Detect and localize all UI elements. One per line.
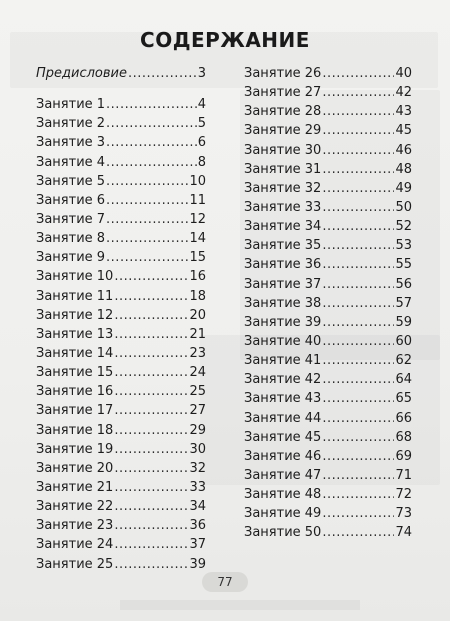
toc-entry <box>36 440 206 459</box>
toc-entry <box>244 102 412 121</box>
toc-entry-label: Занятие 39 <box>244 314 322 330</box>
toc-entry-label: Занятие 27 <box>244 85 322 101</box>
toc-entry <box>36 325 206 344</box>
toc-entry-label: Занятие 33 <box>244 199 322 215</box>
toc-entry <box>244 523 412 542</box>
dot-leader <box>114 325 188 344</box>
toc-entry <box>36 401 206 420</box>
dot-leader <box>106 114 197 133</box>
toc-entry <box>36 210 206 229</box>
toc-column-right <box>244 64 412 543</box>
bleed-through-footer <box>120 600 360 610</box>
toc-entry <box>36 267 206 286</box>
dot-leader <box>106 248 188 267</box>
toc-entry <box>244 370 412 389</box>
toc-entry <box>36 382 206 401</box>
toc-entry-page: 68 <box>395 429 412 445</box>
toc-entry-page: 21 <box>189 326 206 342</box>
dot-leader <box>322 332 394 351</box>
toc-entry-label: Занятие 20 <box>36 460 114 476</box>
toc-entry-page: 12 <box>189 211 206 227</box>
toc-entry-page: 72 <box>395 487 412 503</box>
toc-entry-label: Занятие 36 <box>244 257 322 273</box>
dot-leader <box>322 428 394 447</box>
toc-entry-page: 45 <box>395 123 412 139</box>
page-title: СОДЕРЖАНИЕ <box>140 28 310 52</box>
toc-entry-label: Занятие 6 <box>36 192 106 208</box>
toc-entry-label: Занятие 16 <box>36 384 114 400</box>
dot-leader <box>322 313 394 332</box>
dot-leader <box>322 523 394 542</box>
toc-entry-label: Занятие 11 <box>36 288 114 304</box>
toc-entry-page: 14 <box>189 231 206 247</box>
toc-entry-page: 48 <box>395 161 412 177</box>
toc-entry <box>36 555 206 574</box>
toc-entry-page: 66 <box>395 410 412 426</box>
toc-entry-label: Занятие 45 <box>244 429 322 445</box>
toc-entry <box>244 121 412 140</box>
toc-entry <box>244 332 412 351</box>
dot-leader <box>322 351 394 370</box>
toc-entry-page: 57 <box>395 295 412 311</box>
toc-entry-label: Занятие 37 <box>244 276 322 292</box>
toc-entry-label: Предисловие <box>36 66 127 81</box>
toc-entry-label: Занятие 49 <box>244 506 322 522</box>
toc-entry-label: Занятие 17 <box>36 403 114 419</box>
dot-leader <box>128 64 197 83</box>
toc-entry <box>36 172 206 191</box>
toc-entry-page: 49 <box>395 180 412 196</box>
toc-entry-label: Занятие 21 <box>36 479 114 495</box>
toc-entry-label: Занятие 5 <box>36 173 106 189</box>
toc-entry <box>36 191 206 210</box>
toc-entry-label: Занятие 23 <box>36 518 114 534</box>
toc-entry-page: 52 <box>395 219 412 235</box>
toc-entry-label: Занятие 14 <box>36 345 114 361</box>
toc-entry <box>36 229 206 248</box>
toc-entry-page: 5 <box>197 116 206 132</box>
toc-entry-label: Занятие 3 <box>36 135 106 151</box>
toc-entry-label: Занятие 24 <box>36 537 114 553</box>
toc-entry-page: 39 <box>189 556 206 572</box>
dot-leader <box>114 516 188 535</box>
dot-leader <box>322 466 394 485</box>
toc-entry <box>36 535 206 554</box>
dot-leader <box>114 421 188 440</box>
dot-leader <box>114 478 188 497</box>
toc-entry-page: 59 <box>395 314 412 330</box>
dot-leader <box>322 217 394 236</box>
toc-entry-page: 10 <box>189 173 206 189</box>
toc-entry-page: 32 <box>189 460 206 476</box>
dot-leader <box>114 344 188 363</box>
toc-entry-label: Занятие 35 <box>244 238 322 254</box>
toc-entry-label: Занятие 13 <box>36 326 114 342</box>
toc-entry <box>36 497 206 516</box>
dot-leader <box>114 459 188 478</box>
toc-entry-page: 65 <box>395 391 412 407</box>
toc-entry-label: Занятие 44 <box>244 410 322 426</box>
toc-entry-page: 29 <box>189 422 206 438</box>
dot-leader <box>114 287 188 306</box>
dot-leader <box>114 306 188 325</box>
toc-entry-label: Занятие 18 <box>36 422 114 438</box>
toc-entry <box>36 133 206 152</box>
toc-entry-page: 40 <box>395 66 412 81</box>
toc-entry-page: 55 <box>395 257 412 273</box>
toc-entry-label: Занятие 15 <box>36 365 114 381</box>
dot-leader <box>322 370 394 389</box>
toc-entry-page: 6 <box>197 135 206 151</box>
dot-leader <box>106 210 188 229</box>
toc-entry <box>36 114 206 133</box>
toc-entry-page: 15 <box>189 250 206 266</box>
toc-entry <box>244 428 412 447</box>
toc-entry <box>244 64 412 83</box>
toc-entry <box>36 478 206 497</box>
toc-entry <box>244 294 412 313</box>
toc-column-left <box>36 64 206 574</box>
toc-entry-page: 33 <box>189 479 206 495</box>
dot-leader <box>322 141 394 160</box>
dot-leader <box>114 497 188 516</box>
toc-entry-label: Занятие 22 <box>36 499 114 515</box>
toc-entry-label: Занятие 47 <box>244 467 322 483</box>
toc-entry-label: Занятие 9 <box>36 250 106 266</box>
toc-entry-page: 36 <box>189 518 206 534</box>
toc-entry-label: Занятие 43 <box>244 391 322 407</box>
dot-leader <box>106 95 197 114</box>
toc-entry <box>36 306 206 325</box>
toc-entry <box>244 313 412 332</box>
toc-entry-page: 46 <box>395 142 412 158</box>
toc-entry <box>36 516 206 535</box>
toc-entry-page: 4 <box>197 97 206 113</box>
toc-entry-page: 73 <box>395 506 412 522</box>
dot-leader <box>106 229 188 248</box>
dot-leader <box>322 198 394 217</box>
dot-leader <box>322 236 394 255</box>
toc-entry-page: 42 <box>395 85 412 101</box>
toc-entry-page: 62 <box>395 353 412 369</box>
dot-leader <box>322 160 394 179</box>
dot-leader <box>322 409 394 428</box>
dot-leader <box>322 275 394 294</box>
dot-leader <box>114 535 188 554</box>
toc-entry-label: Занятие 1 <box>36 97 106 113</box>
toc-entry-label: Занятие 25 <box>36 556 114 572</box>
toc-entry-page: 27 <box>189 403 206 419</box>
toc-entry <box>244 179 412 198</box>
toc-entry-label: Занятие 42 <box>244 372 322 388</box>
dot-leader <box>322 121 394 140</box>
toc-entry <box>244 160 412 179</box>
dot-leader <box>322 485 394 504</box>
toc-entry-page: 71 <box>395 467 412 483</box>
toc-entry-label: Занятие 48 <box>244 487 322 503</box>
toc-entry-label: Занятие 41 <box>244 353 322 369</box>
toc-entry-page: 11 <box>189 192 206 208</box>
dot-leader <box>114 440 188 459</box>
toc-spacer <box>36 83 206 95</box>
dot-leader <box>114 363 188 382</box>
toc-entry <box>244 217 412 236</box>
toc-entry <box>36 421 206 440</box>
dot-leader <box>106 172 188 191</box>
toc-entry <box>36 248 206 267</box>
dot-leader <box>322 447 394 466</box>
toc-entry-preface <box>36 64 206 83</box>
toc-entry <box>36 287 206 306</box>
dot-leader <box>114 401 188 420</box>
toc-entry <box>244 485 412 504</box>
toc-entry <box>244 504 412 523</box>
dot-leader <box>322 389 394 408</box>
toc-entry <box>244 351 412 370</box>
toc-entry-label: Занятие 12 <box>36 307 114 323</box>
toc-entry-label: Занятие 46 <box>244 448 322 464</box>
dot-leader <box>322 179 394 198</box>
toc-entry-label: Занятие 31 <box>244 161 322 177</box>
toc-entry <box>244 466 412 485</box>
toc-entry-label: Занятие 40 <box>244 333 322 349</box>
toc-entry-page: 50 <box>395 199 412 215</box>
toc-entry-page: 34 <box>189 499 206 515</box>
toc-entry-page: 16 <box>189 269 206 285</box>
toc-entry-label: Занятие 2 <box>36 116 106 132</box>
toc-entry-page: 74 <box>395 525 412 541</box>
toc-entry <box>36 95 206 114</box>
toc-entry <box>244 236 412 255</box>
dot-leader <box>322 504 394 523</box>
toc-entry-page: 53 <box>395 238 412 254</box>
dot-leader <box>114 267 188 286</box>
toc-entry-label: Занятие 8 <box>36 231 106 247</box>
dot-leader <box>114 555 188 574</box>
toc-entry <box>36 363 206 382</box>
toc-entry-page: 37 <box>189 537 206 553</box>
toc-entry-label: Занятие 34 <box>244 219 322 235</box>
toc-entry-label: Занятие 10 <box>36 269 114 285</box>
toc-entry-label: Занятие 50 <box>244 525 322 541</box>
toc-entry-page: 20 <box>189 307 206 323</box>
dot-leader <box>322 102 394 121</box>
toc-entry <box>36 459 206 478</box>
toc-entry-page: 3 <box>197 66 206 81</box>
toc-entry <box>36 344 206 363</box>
toc-entry-page: 23 <box>189 345 206 361</box>
toc-entry <box>244 198 412 217</box>
dot-leader <box>114 382 188 401</box>
toc-entry-page: 56 <box>395 276 412 292</box>
toc-entry <box>36 153 206 172</box>
dot-leader <box>106 133 197 152</box>
toc-entry-label: Занятие 28 <box>244 104 322 120</box>
toc-entry-page: 8 <box>197 154 206 170</box>
dot-leader <box>322 294 394 313</box>
toc-entry-page: 64 <box>395 372 412 388</box>
toc-entry-page: 30 <box>189 441 206 457</box>
toc-entry <box>244 275 412 294</box>
toc-entry-page: 18 <box>189 288 206 304</box>
dot-leader <box>106 153 197 172</box>
dot-leader <box>322 255 394 274</box>
toc-entry-label: Занятие 32 <box>244 180 322 196</box>
toc-entry-label: Занятие 4 <box>36 154 106 170</box>
dot-leader <box>322 64 394 83</box>
toc-entry-page: 25 <box>189 384 206 400</box>
toc-entry <box>244 409 412 428</box>
dot-leader <box>106 191 188 210</box>
toc-entry-label: Занятие 7 <box>36 211 106 227</box>
toc-entry-label: Занятие 38 <box>244 295 322 311</box>
toc-entry-page: 43 <box>395 104 412 120</box>
toc-entry-label: Занятие 19 <box>36 441 114 457</box>
toc-entry <box>244 255 412 274</box>
toc-entry-label: Занятие 30 <box>244 142 322 158</box>
page-number-badge: 77 <box>202 572 248 592</box>
toc-entry-page: 60 <box>395 333 412 349</box>
toc-entry <box>244 83 412 102</box>
toc-entry-label: Занятие 26 <box>244 66 322 81</box>
toc-entry-label: Занятие 29 <box>244 123 322 139</box>
toc-entry <box>244 447 412 466</box>
toc-entry <box>244 389 412 408</box>
toc-entry <box>244 141 412 160</box>
toc-entry-page: 69 <box>395 448 412 464</box>
toc-entry-page: 24 <box>189 365 206 381</box>
dot-leader <box>322 83 394 102</box>
